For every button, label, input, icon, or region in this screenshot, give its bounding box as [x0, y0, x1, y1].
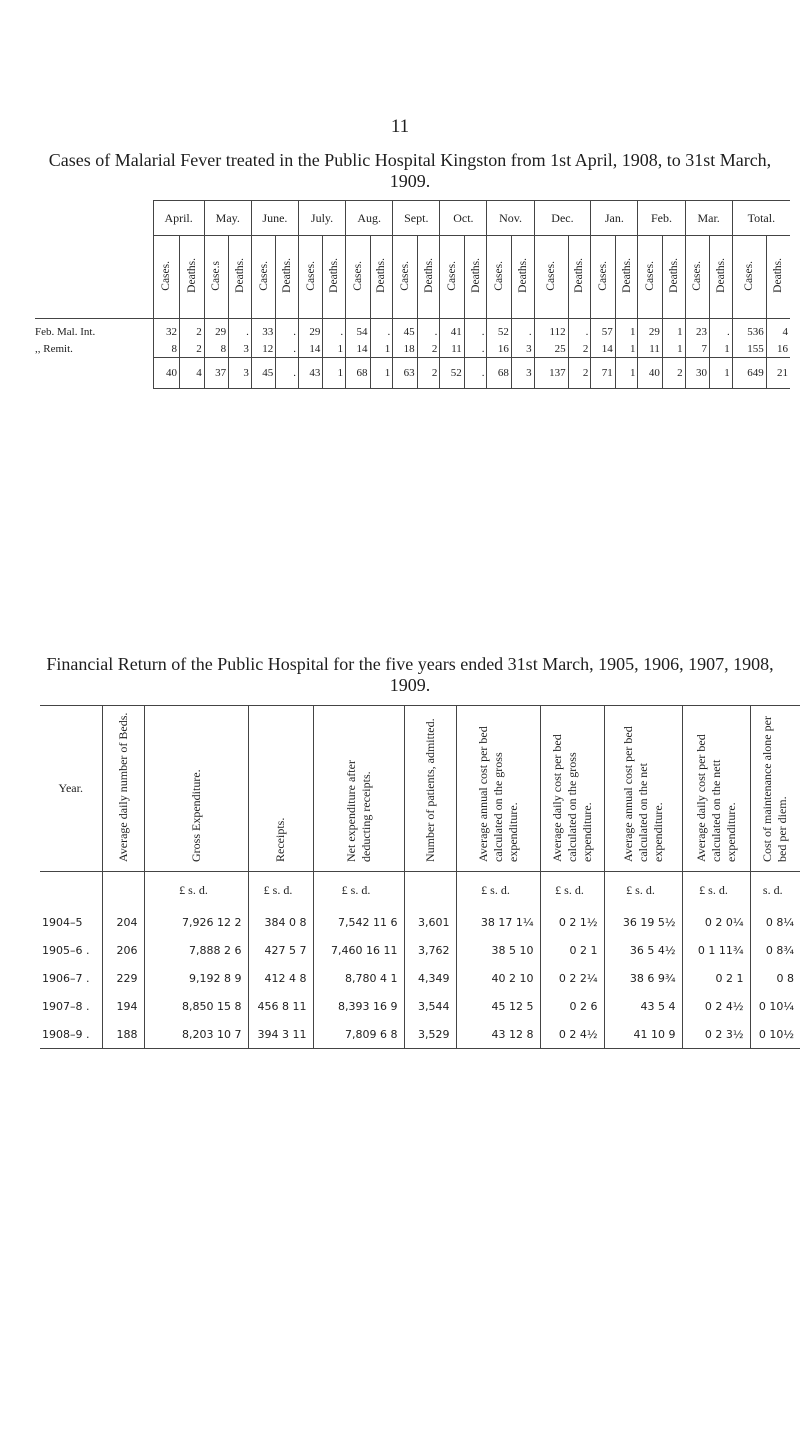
- subheader-cell: Deaths.: [615, 236, 638, 319]
- cell-patients: 3,529: [404, 1020, 456, 1049]
- table-cell: 2: [417, 340, 440, 358]
- month-header: Mar.: [685, 201, 732, 236]
- table-cell: .: [276, 358, 299, 389]
- cell-patients: 3,601: [404, 908, 456, 936]
- month-header: May.: [204, 201, 251, 236]
- table-cell: 649: [732, 358, 766, 389]
- month-header: June.: [251, 201, 298, 236]
- table-cell: 40: [153, 358, 180, 389]
- table-cell: 1: [710, 340, 733, 358]
- subheader-cell: Case.s: [204, 236, 228, 319]
- table-cell: 3: [229, 340, 252, 358]
- page-number: 11: [390, 116, 410, 137]
- table-cell: 1: [323, 358, 346, 389]
- unit-net: £ s. d.: [313, 872, 404, 909]
- table-cell: 40: [638, 358, 662, 389]
- units-row: [40, 872, 800, 909]
- cell-daily-gross: 0 2 6: [540, 992, 604, 1020]
- cell-daily-net: 0 1 11¾: [682, 936, 750, 964]
- table-cell: 45: [393, 319, 417, 341]
- row-label: ,, Remit.: [35, 342, 73, 355]
- header-annual-net: Average annual cost per bed calculated on the net expenditure.: [604, 706, 682, 872]
- header-receipts: Receipts.: [248, 706, 313, 872]
- malaria-table-body: [35, 319, 790, 389]
- cell-annual-net: 43 5 4: [604, 992, 682, 1020]
- unit-gross: £ s. d.: [144, 872, 248, 909]
- table-cell: 29: [204, 319, 228, 341]
- table-cell: 14: [298, 340, 322, 358]
- cell-daily-gross: 0 2 4½: [540, 1020, 604, 1049]
- month-header: Sept.: [393, 201, 440, 236]
- table-row: [35, 358, 790, 389]
- table-row: [40, 964, 800, 992]
- table-cell: 52: [487, 319, 511, 341]
- subheader-cell: Deaths.: [370, 236, 393, 319]
- table-cell: 1: [370, 358, 393, 389]
- month-header: Dec.: [534, 201, 591, 236]
- month-header: April.: [153, 201, 204, 236]
- table-cell: 63: [393, 358, 417, 389]
- cell-annual-gross: 38 5 10: [456, 936, 540, 964]
- cell-gross: 8,850 15 8: [144, 992, 248, 1020]
- cell-beds: 206: [102, 936, 144, 964]
- malaria-table-title: Cases of Malarial Fever treated in the Public Hospital Kingston from 1st April, 1908, to 31st March, 1909.: [48, 150, 772, 191]
- table-cell: 23: [685, 319, 709, 341]
- table-cell: .: [229, 319, 252, 341]
- table-cell: 52: [440, 358, 464, 389]
- table-row: [40, 936, 800, 964]
- cell-maintenance: 0 10¼: [750, 992, 800, 1020]
- unit-maintenance: s. d.: [750, 872, 800, 909]
- table-row: [35, 340, 790, 358]
- cell-receipts: 394 3 11: [248, 1020, 313, 1049]
- cell-annual-gross: 40 2 10: [456, 964, 540, 992]
- subheader-cell: Cases.: [487, 236, 511, 319]
- table-cell: 37: [204, 358, 228, 389]
- cell-annual-net: 36 19 5½: [604, 908, 682, 936]
- table-cell: 18: [393, 340, 417, 358]
- table-row: [40, 992, 800, 1020]
- cell-net: 8,780 4 1: [313, 964, 404, 992]
- table-cell: 112: [534, 319, 568, 341]
- cell-patients: 4,349: [404, 964, 456, 992]
- table-cell: 71: [591, 358, 615, 389]
- cell-daily-net: 0 2 3½: [682, 1020, 750, 1049]
- month-header: Oct.: [440, 201, 487, 236]
- table-cell: .: [511, 319, 534, 341]
- cell-maintenance: 0 10½: [750, 1020, 800, 1049]
- financial-table-title: Financial Return of the Public Hospital for the five years ended 31st March, 1905, 1906, 1907, 1908, 1909.: [46, 654, 774, 695]
- cell-receipts: 384 0 8: [248, 908, 313, 936]
- table-cell: 1: [370, 340, 393, 358]
- table-row: [40, 908, 800, 936]
- table-cell: .: [417, 319, 440, 341]
- table-cell: 12: [251, 340, 275, 358]
- table-cell: 3: [511, 340, 534, 358]
- table-cell: 30: [685, 358, 709, 389]
- subheader-cell: Deaths.: [511, 236, 534, 319]
- table-cell: 4: [180, 358, 205, 389]
- cell-annual-gross: 43 12 8: [456, 1020, 540, 1049]
- table-cell: 2: [180, 319, 205, 341]
- table-cell: 8: [153, 340, 180, 358]
- table-cell: 3: [511, 358, 534, 389]
- table-cell: 45: [251, 358, 275, 389]
- table-cell: 536: [732, 319, 766, 341]
- table-cell: 11: [440, 340, 464, 358]
- cell-beds: 204: [102, 908, 144, 936]
- cell-year: 1908–9 .: [40, 1020, 102, 1049]
- financial-table-body: [40, 908, 800, 1049]
- subheader-cell: Deaths.: [180, 236, 205, 319]
- table-cell: 2: [417, 358, 440, 389]
- cell-receipts: 456 8 11: [248, 992, 313, 1020]
- cell-net: 7,542 11 6: [313, 908, 404, 936]
- cell-daily-gross: 0 2 1: [540, 936, 604, 964]
- cell-gross: 9,192 8 9: [144, 964, 248, 992]
- subheader-cell: Deaths.: [766, 236, 790, 319]
- cell-gross: 7,926 12 2: [144, 908, 248, 936]
- unit-receipts: £ s. d.: [248, 872, 313, 909]
- subheader-row: [35, 236, 790, 319]
- table-cell: 41: [440, 319, 464, 341]
- table-cell: 25: [534, 340, 568, 358]
- cell-annual-gross: 45 12 5: [456, 992, 540, 1020]
- subheader-cell: Cases.: [393, 236, 417, 319]
- cell-net: 8,393 16 9: [313, 992, 404, 1020]
- subheader-cell: Cases.: [251, 236, 275, 319]
- table-cell: 32: [153, 319, 180, 341]
- subheader-cell: Cases.: [685, 236, 709, 319]
- unit-annual-gross: £ s. d.: [456, 872, 540, 909]
- table-cell: 2: [568, 340, 591, 358]
- cell-beds: 194: [102, 992, 144, 1020]
- header-patients: Number of patients, admitted.: [404, 706, 456, 872]
- unit-daily-net: £ s. d.: [682, 872, 750, 909]
- table-cell: 33: [251, 319, 275, 341]
- subheader-cell: Cases.: [732, 236, 766, 319]
- table-cell: .: [464, 319, 487, 341]
- table-cell: 11: [638, 340, 662, 358]
- table-cell: 4: [766, 319, 790, 341]
- unit-annual-net: £ s. d.: [604, 872, 682, 909]
- subheader-cell: Deaths.: [710, 236, 733, 319]
- cell-daily-net: 0 2 0¼: [682, 908, 750, 936]
- cell-receipts: 412 4 8: [248, 964, 313, 992]
- cell-gross: 8,203 10 7: [144, 1020, 248, 1049]
- cell-year: 1905–6 .: [42, 943, 90, 957]
- table-cell: .: [276, 319, 299, 341]
- table-cell: 1: [615, 319, 638, 341]
- table-cell: 8: [204, 340, 228, 358]
- table-cell: .: [464, 358, 487, 389]
- table-cell: .: [370, 319, 393, 341]
- cell-year: 1907–8 .: [42, 999, 90, 1013]
- subheader-cell: Deaths.: [417, 236, 440, 319]
- table-cell: 137: [534, 358, 568, 389]
- subheader-cell: Deaths.: [229, 236, 252, 319]
- table-cell: 1: [662, 319, 685, 341]
- month-header: Total.: [732, 201, 790, 236]
- row-label: Feb. Mal. Int.: [35, 319, 153, 341]
- table-cell: 155: [732, 340, 766, 358]
- table-cell: 1: [662, 340, 685, 358]
- table-cell: 57: [591, 319, 615, 341]
- month-header-row: [35, 201, 790, 236]
- cell-beds: 229: [102, 964, 144, 992]
- cell-patients: 3,762: [404, 936, 456, 964]
- table-cell: 54: [346, 319, 370, 341]
- subheader-cell: Cases.: [440, 236, 464, 319]
- table-cell: 2: [662, 358, 685, 389]
- cell-daily-gross: 0 2 1½: [540, 908, 604, 936]
- header-beds: Average daily number of Beds.: [102, 706, 144, 872]
- table-cell: 14: [346, 340, 370, 358]
- table-cell: 21: [766, 358, 790, 389]
- cell-year: 1906–7 .: [42, 971, 90, 985]
- header-net-expenditure: Net expenditure after deducting receipts.: [313, 706, 404, 872]
- header-daily-net: Average daily cost per bed calculated on the nett expenditure.: [682, 706, 750, 872]
- month-header: Nov.: [487, 201, 534, 236]
- table-cell: 29: [298, 319, 322, 341]
- month-header: July.: [298, 201, 345, 236]
- table-cell: 1: [710, 358, 733, 389]
- cell-annual-net: 41 10 9: [604, 1020, 682, 1049]
- table-cell: 7: [685, 340, 709, 358]
- header-annual-gross: Average annual cost per bed calculated on the gross expenditure.: [456, 706, 540, 872]
- cell-annual-net: 36 5 4½: [604, 936, 682, 964]
- subheader-cell: Cases.: [346, 236, 370, 319]
- subheader-cell: Cases.: [153, 236, 180, 319]
- cell-daily-net: 0 2 4½: [682, 992, 750, 1020]
- cell-net: 7,460 16 11: [313, 936, 404, 964]
- cell-maintenance: 0 8¼: [750, 908, 800, 936]
- unit-daily-gross: £ s. d.: [540, 872, 604, 909]
- subheader-cell: Deaths.: [464, 236, 487, 319]
- subheader-cell: Deaths.: [276, 236, 299, 319]
- subheader-cell: Cases.: [534, 236, 568, 319]
- table-cell: 16: [766, 340, 790, 358]
- table-cell: 68: [346, 358, 370, 389]
- table-cell: .: [464, 340, 487, 358]
- subheader-cell: Cases.: [298, 236, 322, 319]
- month-header: Aug.: [346, 201, 393, 236]
- table-cell: 1: [323, 340, 346, 358]
- header-year: Year.: [40, 706, 102, 872]
- cell-net: 7,809 6 8: [313, 1020, 404, 1049]
- financial-return-table: [40, 705, 800, 1049]
- table-cell: .: [568, 319, 591, 341]
- subheader-cell: Deaths.: [568, 236, 591, 319]
- table-cell: .: [323, 319, 346, 341]
- month-header: Jan.: [591, 201, 638, 236]
- table-row: [35, 319, 790, 341]
- cell-annual-net: 38 6 9¾: [604, 964, 682, 992]
- table-cell: 2: [568, 358, 591, 389]
- table-cell: 3: [229, 358, 252, 389]
- cell-maintenance: 0 8: [750, 964, 800, 992]
- cell-patients: 3,544: [404, 992, 456, 1020]
- malaria-cases-table: [35, 200, 790, 389]
- table-cell: 14: [591, 340, 615, 358]
- cell-annual-gross: 38 17 1¼: [456, 908, 540, 936]
- header-maintenance: Cost of maintenance alone per bed per diem.: [750, 706, 800, 872]
- cell-receipts: 427 5 7: [248, 936, 313, 964]
- subheader-cell: Deaths.: [323, 236, 346, 319]
- subheader-cell: Deaths.: [662, 236, 685, 319]
- cell-daily-gross: 0 2 2¼: [540, 964, 604, 992]
- header-gross-expenditure: Gross Expenditure.: [144, 706, 248, 872]
- table-cell: 68: [487, 358, 511, 389]
- subheader-cell: Cases.: [591, 236, 615, 319]
- table-row: [40, 1020, 800, 1049]
- table-cell: 1: [615, 340, 638, 358]
- table-cell: 2: [180, 340, 205, 358]
- table-cell: 29: [638, 319, 662, 341]
- cell-gross: 7,888 2 6: [144, 936, 248, 964]
- cell-beds: 188: [102, 1020, 144, 1049]
- row-label: [35, 358, 153, 389]
- header-daily-gross: Average daily cost per bed calculated on the gross expenditure.: [540, 706, 604, 872]
- table-cell: 1: [615, 358, 638, 389]
- cell-daily-net: 0 2 1: [682, 964, 750, 992]
- table-cell: .: [710, 319, 733, 341]
- cell-year: 1904–5: [42, 915, 83, 929]
- table-cell: 43: [298, 358, 322, 389]
- table-cell: .: [276, 340, 299, 358]
- table-cell: 16: [487, 340, 511, 358]
- month-header: Feb.: [638, 201, 685, 236]
- financial-header-row: [40, 706, 800, 872]
- cell-maintenance: 0 8¾: [750, 936, 800, 964]
- subheader-cell: Cases.: [638, 236, 662, 319]
